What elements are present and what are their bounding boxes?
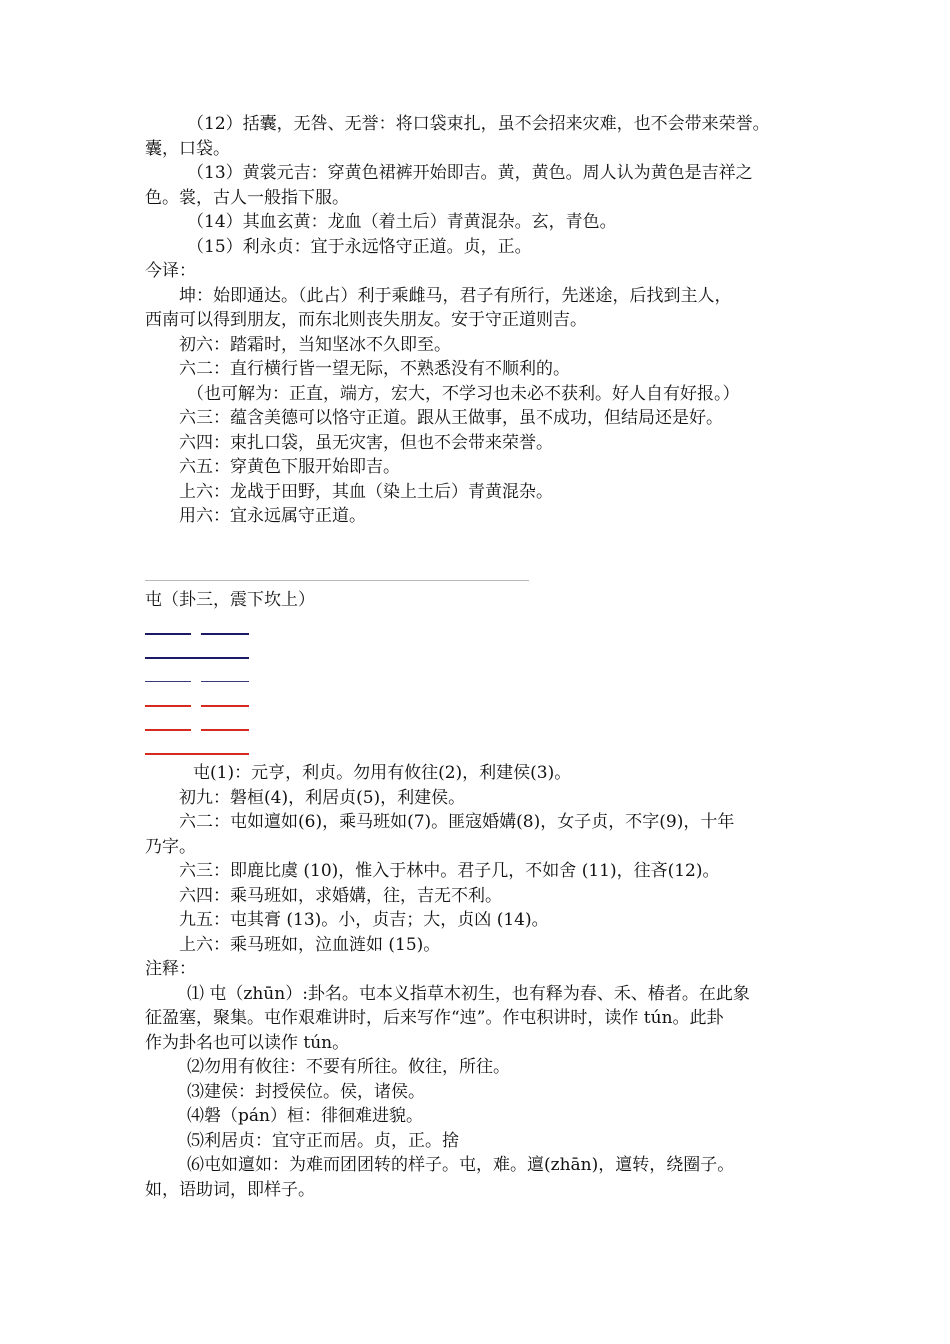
line-text: 初九：磐桓(4)，利居贞(5)，利建侯。 <box>179 787 466 808</box>
note-line: （14）其血玄黄：龙血（着土后）青黄混杂。玄，青色。 <box>187 212 617 232</box>
yin-line <box>145 729 249 731</box>
yang-line <box>145 753 249 755</box>
yin-line <box>145 633 249 635</box>
tun-hexagram-icon <box>145 633 249 777</box>
note-line: ⑴ 屯（zhūn）:卦名。屯本义指草木初生，也有释为春、禾、椿者。在此象 <box>187 983 750 1004</box>
yang-line <box>145 657 249 659</box>
translation-line: 用六：宜永远属守正道。 <box>179 506 366 526</box>
hexagram-title: 屯（卦三，震下坎上） <box>145 590 315 610</box>
note-line: 色。裳，古人一般指下服。 <box>145 187 349 208</box>
note-line: ⑹屯如邅如：为难而团团转的样子。屯，难。邅(zhān)，邅转，绕圈子。 <box>187 1155 735 1175</box>
line-text: 六三：即鹿比虞 (10)，惟入于林中。君子几，不如舍 (11)，往吝(12)。 <box>179 861 720 881</box>
kun-notes-section <box>145 112 815 529</box>
note-line: ⑷磐（pán）桓：徘徊难进貌。 <box>187 1106 423 1126</box>
note-line: ⑶建侯：封授侯位。侯，诸侯。 <box>187 1081 425 1102</box>
translation-line: 六二：直行横行皆一望无际，不熟悉没有不顺利的。 <box>179 359 570 379</box>
note-line: （13）黄裳元吉：穿黄色裙裤开始即吉。黄，黄色。周人认为黄色是吉祥之 <box>187 163 753 183</box>
yin-line <box>145 705 249 707</box>
note-line: 囊，口袋。 <box>145 138 230 159</box>
translation-heading: 今译： <box>145 261 196 281</box>
note-line: 如，语助词，即样子。 <box>145 1179 315 1200</box>
line-text: 乃字。 <box>145 836 196 857</box>
line-text: 六二：屯如邅如(6)，乘马班如(7)。匪寇婚媾(8)，女子贞，不字(9)，十年 <box>179 812 735 832</box>
note-line: ⑵勿用有攸往：不要有所往。攸往，所往。 <box>187 1057 510 1077</box>
translation-line: 六三：蕴含美德可以恪守正道。跟从王做事，虽不成功，但结局还是好。 <box>179 408 723 428</box>
section-divider <box>145 580 529 581</box>
line-text: 上六：乘马班如，泣血涟如 (15)。 <box>179 934 441 955</box>
line-text: 九五：屯其膏 (13)。小，贞吉；大，贞凶 (14)。 <box>179 910 549 930</box>
translation-line: 上六：龙战于田野，其血（染上土后）青黄混杂。 <box>179 481 553 502</box>
translation-line: 六五：穿黄色下服开始即吉。 <box>179 457 400 477</box>
translation-line: 西南可以得到朋友，而东北则丧失朋友。安于守正道则吉。 <box>145 310 587 330</box>
notes-heading: 注释： <box>145 959 196 979</box>
translation-line: 六四：束扎口袋，虽无灾害，但也不会带来荣誉。 <box>179 432 553 453</box>
note-line: 征盈塞，聚集。屯作艰难讲时，后来写作“迍”。作屯积讲时，读作 tún。此卦 <box>145 1008 724 1028</box>
judgment-line: 屯(1)：元亨，利贞。勿用有攸往(2)，利建侯(3)。 <box>193 763 572 783</box>
tun-text-section <box>145 761 815 1202</box>
note-line: （15）利永贞：宜于永远恪守正道。贞，正。 <box>187 236 532 257</box>
note-line: （12）括囊，无咎、无誉：将口袋束扎，虽不会招来灾难，也不会带来荣誉。 <box>187 114 770 134</box>
note-line: ⑸利居贞：宜守正而居。贞，正。捨 <box>187 1130 459 1151</box>
line-text: 六四：乘马班如，求婚媾，往，吉无不利。 <box>179 885 502 906</box>
note-line: 作为卦名也可以读作 tún。 <box>145 1032 350 1053</box>
translation-line: 坤：始即通达。（此占）利于乘雌马，君子有所行，先迷途，后找到主人， <box>179 285 732 306</box>
translation-line: （也可解为：正直，端方，宏大，不学习也未必不获利。好人自有好报。） <box>187 383 740 404</box>
translation-line: 初六：踏霜时，当知坚冰不久即至。 <box>179 334 451 355</box>
yin-line <box>145 681 249 683</box>
